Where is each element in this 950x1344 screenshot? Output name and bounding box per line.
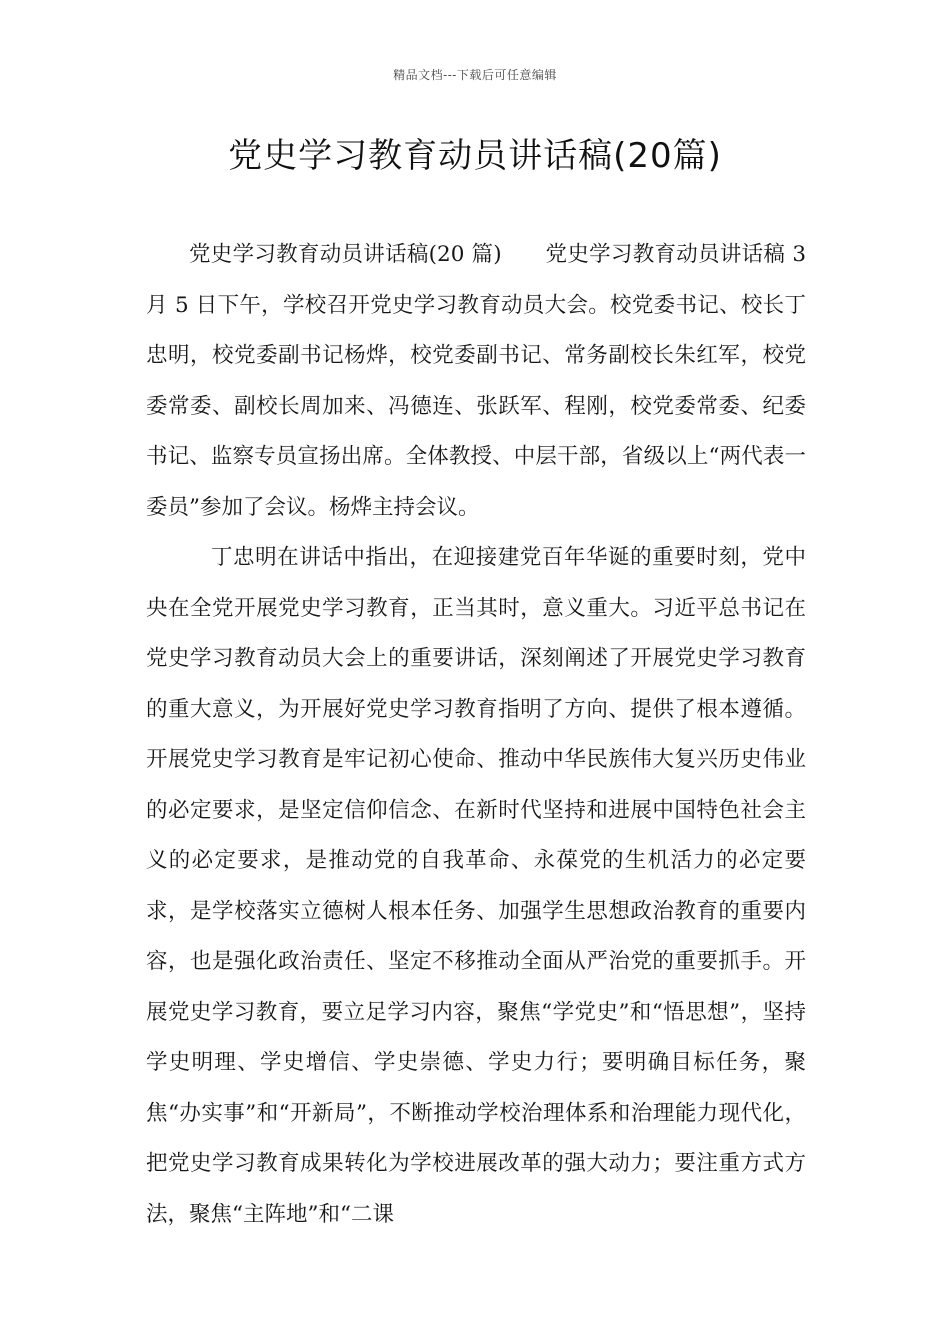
header-note: 精品文档---下载后可任意编辑 (393, 68, 557, 82)
document-title: 党史学习教育动员讲话稿(20篇) (228, 136, 722, 176)
paragraph: 党史学习教育动员讲话稿(20 篇) 党史学习教育动员讲话稿 3 月 5 日下午，学校召开党史学习教育动员大会。校党委书记、校长丁忠明，校党委副书记杨烨，校党委副书记、常务副校长朱红军，校党委常委、副校长周加来、冯德连、张跃军、程刚，校党委常委、纪委书记、监察专员宣扬出席。全体教授、中层干部，省级以上“两代表一委员”参加了会议。杨烨主持会议。 (146, 242, 806, 520)
paragraph: 丁忠明在讲话中指出，在迎接建党百年华诞的重要时刻，党中央在全党开展党史学习教育，正当其时，意义重大。习近平总书记在党史学习教育动员大会上的重要讲话，深刻阐述了开展党史学习教育的重大意义，为开展好党史学习教育指明了方向、提供了根本遵循。开展党史学习教育是牢记初心使命、推动中华民族伟大复兴历史伟业的必定要求，是坚定信仰信念、在新时代坚持和进展中国特色社会主义的必定要求，是推动党的自我革命、永葆党的生机活力的必定要求，是学校落实立德树人根本任务、加强学生思想政治教育的重要内容，也是强化政治责任、坚定不移推动全面从严治党的重要抓手。开展党史学习教育，要立足学习内容，聚焦“学党史”和“悟思想”，坚持学史明理、学史增信、学史崇德、学史力行；要明确目标任务，聚焦“办实事”和“开新局”，不断推动学校治理体系和治理能力现代化，把党史学习教育成果转化为学校进展改革的强大动力；要注重方式方法，聚焦“主阵地”和“二课 (146, 545, 806, 1227)
document-body (146, 230, 806, 1240)
